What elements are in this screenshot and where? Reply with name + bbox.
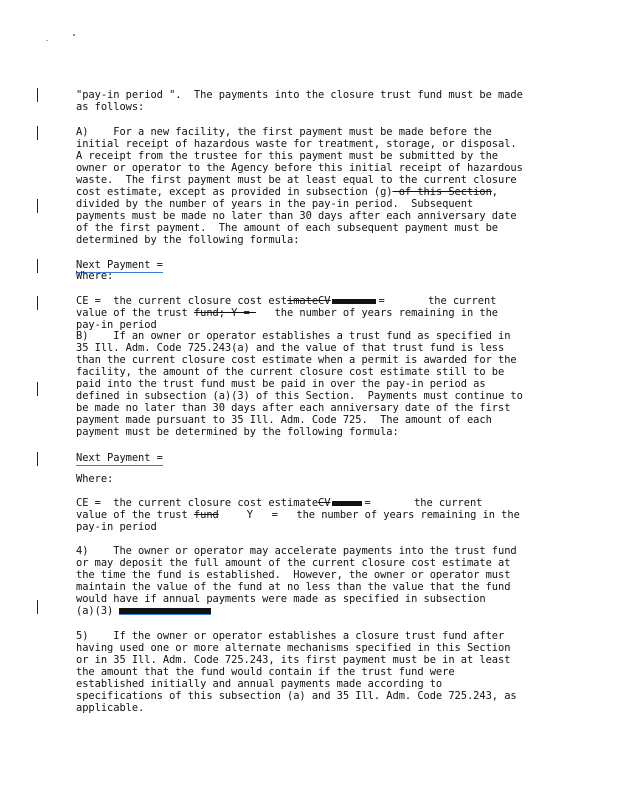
text-run: = the current [364, 497, 483, 509]
paragraph-line: or may deposit the full amount of the current closure cost estimate at [76, 557, 511, 569]
paragraph-line: 4) The owner or operator may accelerate payments into the trust fund [76, 545, 517, 557]
paragraph-line: as follows: [76, 101, 145, 113]
struck-text: of this Section [392, 186, 492, 198]
struck-text: imateCV [287, 295, 331, 307]
revision-bar [37, 126, 38, 140]
paragraph-line: B) If an owner or operator establishes a trust fund as specified in [76, 330, 511, 342]
struck-text: fund [193, 509, 219, 521]
text-run: = the current [378, 295, 497, 307]
revision-bar [37, 199, 38, 213]
definition-line: pay-in period [76, 521, 157, 533]
definition-line [76, 509, 520, 521]
formula-line [76, 452, 163, 464]
text-run: value of the trust [76, 307, 194, 319]
paragraph-line: 5) If the owner or operator establishes a closure trust fund after [76, 630, 505, 642]
definition-line: pay-in period [76, 319, 157, 331]
text-run: (a)(3) [76, 605, 114, 617]
paragraph-line: be made no later than 30 days after each anniversary date of the first [76, 402, 511, 414]
paragraph-line: established initially and annual payments made according to [76, 678, 443, 690]
paragraph-line: paid into the trust fund must be paid in over the pay-in period as [76, 378, 486, 390]
text-run: CE = the current closure cost estimate [76, 497, 319, 509]
paragraph-line: specifications of this subsection (a) and 35 Ill. Adm. Code 725.243, as [76, 690, 517, 702]
paragraph-line: than the current closure cost estimate when a permit is awarded for the [76, 354, 517, 366]
paragraph-line: A) For a new facility, the first payment must be made before the [76, 126, 492, 138]
paragraph-line: the amount that the fund would contain if the trust fund were [76, 666, 455, 678]
text-run: CE = the current closure cost est [76, 295, 287, 307]
paragraph-line: having used one or more alternate mechanisms specified in this Section [76, 642, 511, 654]
paragraph-line: facility, the amount of the current closure cost estimate still to be [76, 366, 505, 378]
text-run: value of the trust [76, 509, 194, 521]
paragraph-line: payment made pursuant to 35 Ill. Adm. Code 725. The amount of each [76, 414, 492, 426]
paragraph-line: determined by the following formula: [76, 234, 300, 246]
text-run: cost estimate, except as provided in subsection (g) [76, 186, 393, 198]
paragraph-line: would have if annual payments were made as specified in subsection [76, 593, 486, 605]
redaction-mark [119, 608, 211, 615]
revision-bar [37, 296, 38, 310]
paragraph-line: divided by the number of years in the pay-in period. Subsequent [76, 198, 474, 210]
paragraph-line: maintain the value of the fund at no less than the value that the fund [76, 581, 511, 593]
paragraph-line [76, 605, 213, 617]
redaction-mark [332, 299, 376, 304]
definition-line [76, 497, 482, 509]
paragraph-line: payments must be made no later than 30 days after each anniversary date [76, 210, 517, 222]
revision-bar [37, 600, 38, 614]
paragraph-line: owner or operator to the Agency before this initial receipt of hazardous [76, 162, 523, 174]
paragraph-line: applicable. [76, 702, 145, 714]
redaction-mark [332, 501, 362, 506]
revision-bar [37, 452, 38, 466]
where-label: Where: [76, 473, 114, 485]
text-run: , [491, 186, 499, 198]
paragraph-line: A receipt from the trustee for this payment must be submitted by the [76, 150, 498, 162]
scan-speck [46, 40, 48, 41]
text-run: the number of years remaining in the [255, 307, 499, 319]
struck-text: CV [318, 497, 331, 509]
formula-label: Next Payment = [76, 452, 163, 464]
paragraph-line: the time the fund is established. However, the owner or operator must [76, 569, 511, 581]
paragraph-line: payment must be determined by the following formula: [76, 426, 399, 438]
paragraph-line: "pay-in period ". The payments into the closure trust fund must be made [76, 89, 523, 101]
paragraph-line: waste. The first payment must be at least equal to the current closure [76, 174, 517, 186]
text-run: Y = the number of years remaining in the [246, 509, 520, 521]
paragraph-line: defined in subsection (a)(3) of this Section. Payments must continue to [76, 390, 523, 402]
where-label: Where: [76, 270, 114, 282]
struck-text: fund; Y = [193, 307, 256, 319]
revision-bar [37, 382, 38, 396]
definition-line [76, 307, 498, 319]
revision-bar [37, 259, 38, 273]
paragraph-line: or in 35 Ill. Adm. Code 725.243, its first payment must be in at least [76, 654, 511, 666]
paragraph-line: 35 Ill. Adm. Code 725.243(a) and the value of that trust fund is less [76, 342, 505, 354]
paragraph-line: initial receipt of hazardous waste for treatment, storage, or disposal. [76, 138, 517, 150]
definition-line [76, 295, 496, 307]
scan-speck [73, 34, 75, 36]
paragraph-line: of the first payment. The amount of each subsequent payment must be [76, 222, 498, 234]
paragraph-line [76, 186, 498, 198]
formula-label: Next Payment = [76, 259, 163, 271]
revision-bar [37, 88, 38, 102]
